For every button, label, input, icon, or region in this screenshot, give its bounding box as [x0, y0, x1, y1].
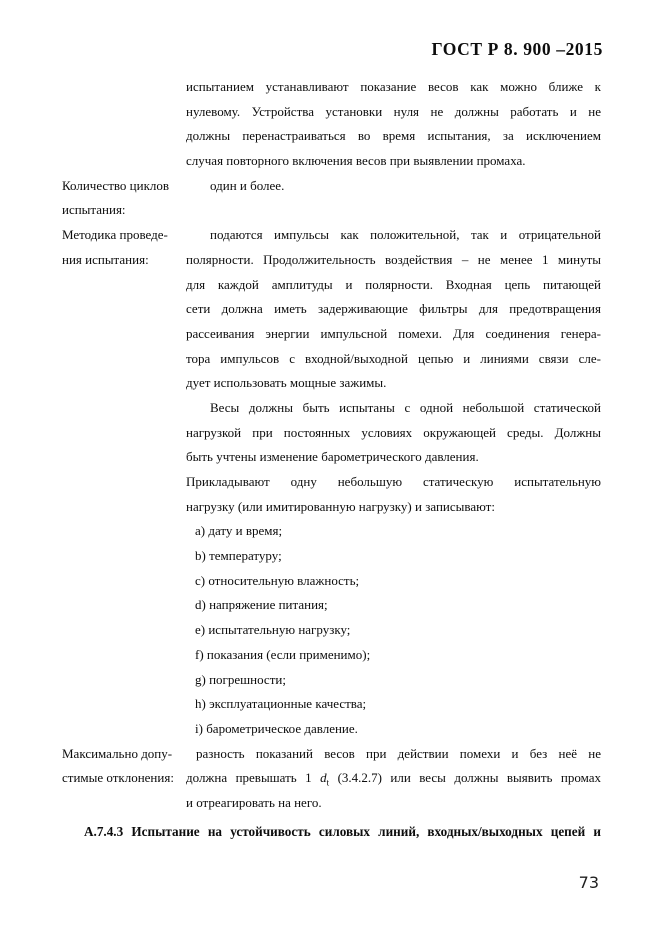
cycles-label-line1: Количество циклов — [62, 177, 170, 193]
text-line: полярности. Продолжительность воздействия – не менее 1 минуты — [186, 251, 601, 267]
cycles-value-text: один и более. — [210, 177, 285, 193]
section-heading: А.7.4.3 Испытание на устойчивость силовых линий, входных/выходных цепей и — [84, 823, 601, 839]
cycles-value — [186, 174, 601, 199]
scale-interval-symbol: d — [320, 770, 327, 786]
text-line: тора импульсов с входной/выходной цепью и линиями связи сле- — [186, 350, 601, 366]
max-deviation-line2-after: (3.4.2.7) или весы должны выявить промах — [329, 770, 601, 786]
max-deviation-row — [62, 742, 601, 816]
cycles-label — [62, 174, 186, 223]
text-line: g) погрешности; — [195, 671, 286, 687]
method-label — [62, 223, 186, 272]
method-value — [186, 223, 601, 741]
page-content — [62, 75, 601, 844]
text-line: e) испытательную нагрузку; — [195, 622, 351, 638]
max-deviation-label-line2: стимые отклонения: — [62, 770, 174, 786]
text-line: b) температуру; — [195, 548, 282, 564]
text-line: дует использовать мощные зажимы. — [186, 375, 387, 391]
text-line: d) напряжение питания; — [195, 597, 328, 613]
scale-interval-subscript: t — [326, 777, 330, 788]
max-deviation-line2-before: должна превышать 1 — [186, 770, 321, 786]
text-line: h) эксплуатационные качества; — [195, 696, 367, 712]
text-line: f) показания (если применимо); — [195, 646, 371, 662]
intro-row — [62, 75, 601, 174]
method-row — [62, 223, 601, 741]
text-line: нулевому. Устройства установки нуля не должны работать и не — [186, 103, 601, 119]
max-deviation-label-line1: Максимально допу- — [62, 745, 173, 761]
method-paragraph-3 — [186, 470, 601, 519]
text-line: c) относительную влажность; — [195, 572, 360, 588]
text-line: нагрузку (или имитированную нагрузку) и записывают: — [186, 498, 495, 514]
method-paragraph-1 — [186, 223, 601, 396]
max-deviation-line1: разность показаний весов при действии помехи и без неё не — [196, 745, 601, 761]
text-line: должны перенастраиваться во время испытания, за исключением — [186, 128, 601, 144]
text-line: для каждой амплитуды и полярности. Входная цепь питающей — [186, 276, 601, 292]
max-deviation-value — [186, 742, 601, 816]
text-line: быть учтены изменение барометрического давления. — [186, 449, 479, 465]
text-line: случая повторного включения весов при выявлении промаха. — [186, 153, 526, 169]
recorded-values-list — [186, 519, 601, 741]
text-line: нагрузкой при постоянных условиях окружающей среды. Должны — [186, 424, 601, 440]
text-line: испытанием устанавливают показание весов как можно ближе к — [186, 79, 601, 94]
intro-paragraph — [186, 75, 601, 174]
max-deviation-line3: и отреагировать на него. — [186, 794, 322, 810]
method-label-line2: ния испытания: — [62, 251, 149, 267]
cycles-label-line2: испытания: — [62, 202, 126, 218]
text-line: Весы должны быть испытаны с одной небольшой статической — [210, 399, 601, 415]
text-line: рассеивания энергии импульсной помехи. Для соединения генера- — [186, 325, 601, 341]
method-label-line1: Методика проведе- — [62, 227, 168, 243]
method-paragraph-2 — [186, 396, 601, 470]
max-deviation-label — [62, 742, 186, 791]
max-deviation-line2 — [186, 766, 601, 791]
page-number: 73 — [578, 873, 599, 892]
text-line: подаются импульсы как положительной, так и отрицательной — [210, 227, 601, 243]
text-line: сети должна иметь задерживающие фильтры для предотвращения — [186, 301, 601, 317]
text-line: a) дату и время; — [195, 523, 283, 539]
cycles-row — [62, 174, 601, 223]
document-header-title: ГОСТ Р 8. 900 –2015 — [431, 39, 603, 59]
text-line: Прикладывают одну небольшую статическую испытательную — [186, 474, 601, 489]
text-line: i) барометрическое давление. — [195, 720, 358, 736]
